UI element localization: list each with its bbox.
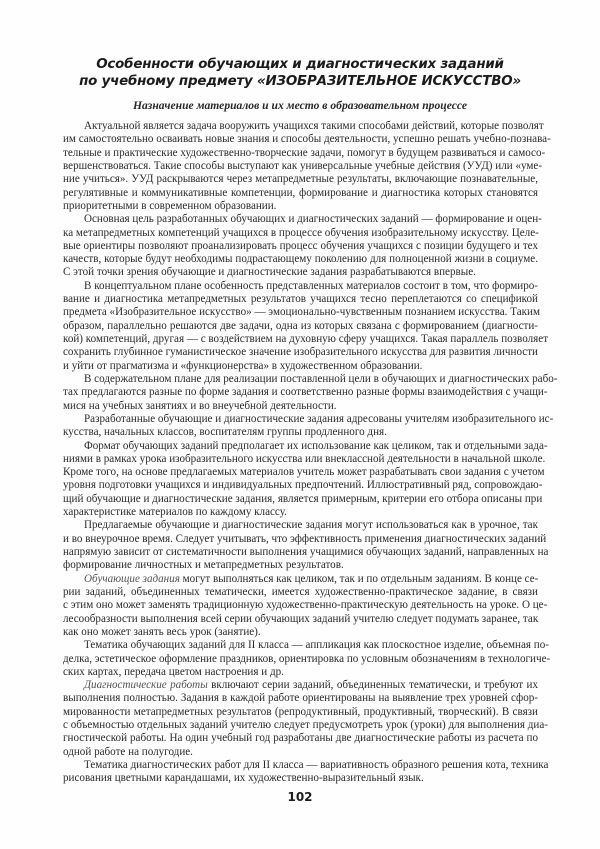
text-line: В концептуальном плане особенность представленных материалов состоит в том, что формиро- (84, 279, 538, 292)
text-line: с этим оно может заменять традиционную художественно-практическую деятельность на уроке. О це- (63, 599, 548, 612)
text-line: Обучающие задания могут выполняться как целиком, так и по отдельным заданиям. В конце се- (84, 572, 539, 585)
text-line: мися на учебных занятиях и во внеучебной деятельности. (63, 399, 337, 412)
text-line: рисования цветными карандашами, их художественно-выразительный язык. (63, 772, 424, 785)
page-number: 102 (287, 790, 313, 804)
text-line: и во внеурочное время. Следует учитывать, что эффективность применения диагностических заданий (63, 532, 547, 545)
text-line: вание и диагностика метапредметных результатов учащихся тесно переплетаются со спецификой (63, 293, 538, 306)
text-line: гностической работы. На один учебный год разработаны две диагностические работы из расчета по (63, 732, 538, 745)
text-line: уровня подготовки учащихся и индивидуальных предпочтений. Иллюстративный ряд, сопровождаю- (63, 479, 543, 492)
text-line: приоритетными в современном образовании. (63, 199, 277, 212)
text-line: Основная цель разработанных обучающих и диагностических заданий — формирование и оцен- (84, 213, 542, 226)
text-line: предмета «Изобразительное искусство» — эмоционально-чувственным познанием искусства. Таким (63, 306, 540, 319)
paragraph (63, 439, 548, 520)
text-line: лесообразности выполнения всей серии обучающих заданий учителю следует подумать заранее, так (63, 612, 539, 625)
text-line: формирование личностных и метапредметных результатов. (63, 559, 344, 572)
text-line: ниями в рамках урока изобразительного искусства или внеклассной деятельности в начальной школе. (63, 452, 546, 465)
text-line: выполнения полностью. Задания в каждой работе ориентированы на выявление трех уровней сфор- (63, 692, 538, 705)
text-line: Актуальной является задача вооружить учащихся такими способами действий, которые позволят (84, 120, 544, 132)
paragraph (63, 279, 549, 373)
paragraph (63, 759, 549, 786)
text-line: Разработанные обучающие и диагностические задания адресованы учителям изобразительного ис- (84, 412, 554, 425)
body-text (63, 120, 558, 786)
text-line: Предлагаемые обучающие и диагностические задания могут использоваться как в урочное, так (84, 519, 538, 532)
text-line: характеристике материалов по каждому классу. (63, 506, 287, 519)
text-line: делка, эстетическое оформление праздников, ориентировка по условным обозначениям в технологиче- (63, 652, 551, 665)
text-line: сохранить глубинное гуманистическое значение изобразительного искусства для развития личности (63, 346, 538, 359)
paragraph (63, 412, 554, 440)
text-line: Диагностические работы включают серии заданий, объединенных тематически, и требуют их (84, 679, 538, 692)
text-line: качеств, которые будут необходимы подрастающему поколению для полноценной жизни в социуме. (63, 253, 538, 266)
text-line: Тематика диагностических работ для II класса — вариативность образного решения кота, техника (84, 759, 549, 771)
text-line: вые ориентиры позволяют проанализировать процесс обучения учащихся с позиции будущего и тех (63, 239, 538, 252)
text-line: и уйти от прагматизма и «функционерства» в художественном образовании. (63, 359, 423, 372)
text-line: ние учиться». УУД раскрываются через метапредметные результаты, включающие познавательные, (63, 173, 538, 186)
page-title (60, 56, 540, 90)
text-line: регулятивные и коммуникативные компетенции, формирование и диагностика которых становятся (63, 186, 538, 199)
text-line: тах предлагаются разные по форме задания и соответственно разные формы взаимодействия с учащи- (63, 386, 548, 399)
text-line: Тематика обучающих заданий для II класса — аппликация как плоскостное изделие, объемная по- (84, 639, 549, 652)
paragraph (63, 372, 558, 413)
text-line: ка метапредметных компетенций учащихся в процессе обучения изобразительному искусству. Целе- (63, 226, 539, 239)
text-line: ских картах, передача цветом настроения и др. (63, 665, 284, 678)
text-line: Формат обучающих заданий предполагает их использование как целиком, так и отдельными зада- (84, 439, 548, 452)
text-line: вершенствоваться. Такие способы выступают как универсальные учебные действия (УУД) или «уме- (63, 159, 543, 172)
paragraph (63, 120, 551, 213)
text-line: рии заданий, объединенных тематически, имеется художественно-практическое задание, в связи (63, 585, 538, 598)
text-line: кой) компетенций, другая — с воздействием на духовную сферу учащихся. Такая параллель позволяет (63, 333, 549, 345)
paragraph (63, 213, 542, 280)
paragraph (63, 519, 549, 572)
text-line: Кроме того, на основе предлагаемых материалов учитель может разрабатывать свои задания с учетом (63, 466, 545, 479)
italic-term: Диагностические работы (84, 679, 208, 692)
text-line: напрямую зависит от систематичности выполнения учащимися обучающих заданий, направленных на (63, 546, 549, 558)
paragraph (63, 639, 551, 679)
paragraph (63, 572, 548, 640)
section-heading: Назначение материалов и их место в образовательном процессе (132, 99, 467, 112)
italic-term: Обучающие задания (84, 572, 180, 585)
text-line: В содержательном плане для реализации поставленной цели в обучающих и диагностических рабо- (84, 372, 558, 385)
text-line: одной работе на полугодие. (63, 745, 193, 758)
text-line: мированности метапредметных результатов (репродуктивный, продуктивный, творческий). В связи (63, 705, 538, 718)
text-line: С этой точки зрения обучающие и диагностические задания разрабатываются впервые. (63, 266, 476, 279)
text-line: с объемностью отдельных заданий учителю следует предусмотреть урок (уроки) для выполнения диа- (63, 719, 548, 732)
text-line: как оно может занять весь урок (занятие). (63, 625, 261, 638)
text-line: щий обучающие и диагностические задания, является примерным, критерии его отбора описаны при (63, 492, 543, 505)
paragraph (63, 679, 548, 759)
text-line: тельные и практические художественно-творческие задачи, помогут в будущем развиваться и самосо- (63, 146, 546, 159)
text-line: кусства, начальных классов, воспитателям группы продленного дня. (63, 426, 387, 439)
title-line-2: по учебному предмету «ИЗОБРАЗИТЕЛЬНОЕ ИСКУССТВО» (79, 74, 521, 89)
text-line: им самостоятельно осваивать новые знания и способы деятельности, успешно решать учебно-познава- (63, 133, 551, 146)
title-line-1: Особенности обучающих и диагностических заданий (96, 57, 504, 72)
text-line: образом, параллельно решаются две задачи, одна из которых связана с формированием (диагности- (63, 319, 538, 332)
